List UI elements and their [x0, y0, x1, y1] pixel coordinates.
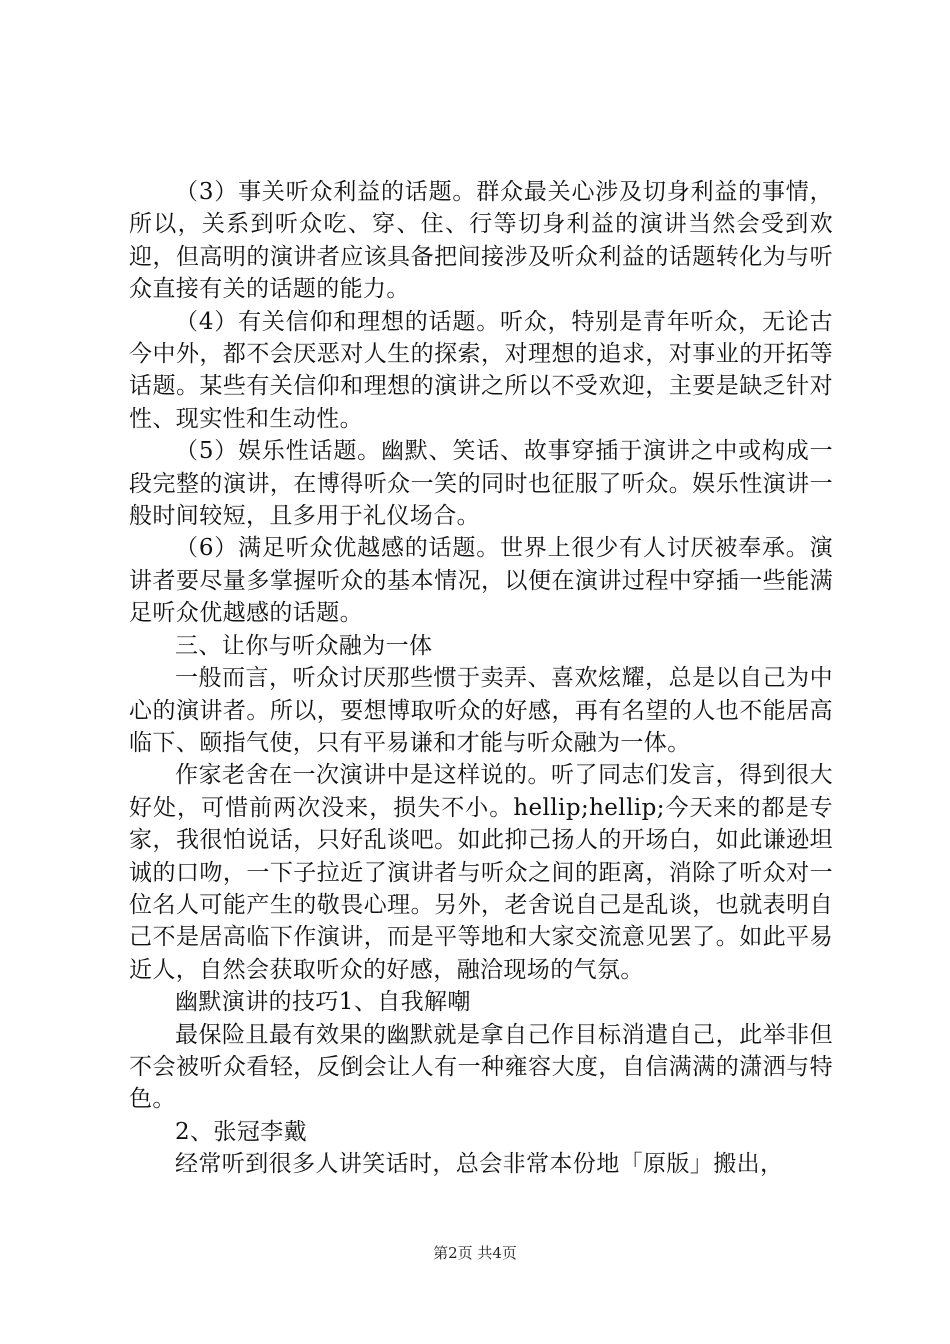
paragraph-laoshe-example: 作家老舍在一次演讲中是这样说的。听了同志们发言，得到很大好处，可惜前两次没来，损失不小。hellip;hellip;今天来的都是专家，我很怕说话，只好乱谈吧。如此抑己扬人的开场白，如此谦逊坦诚的口吻，一下子拉近了演讲者与听众之间的距离，消除了听众对一位名人可能产生的敬畏心理。另外，老舍说自己是乱谈，也就表明自己不是居高临下作演讲，而是平等地和大家交流意见罢了。如此平易近人，自然会获取听众的好感，融洽现场的气氛。: [129, 762, 833, 983]
humor-subheading-2: 2、张冠李戴: [175, 1118, 308, 1145]
page-number-footer: 第2页 共4页: [433, 1244, 517, 1262]
paragraph-topic-4: （4）有关信仰和理想的话题。听众，特别是青年听众，无论古今中外，都不会厌恶对人生的探索，对理想的追求，对事业的开拓等话题。某些有关信仰和理想的演讲之所以不受欢迎，主要是缺乏针对性、现实性和生动性。: [129, 308, 833, 432]
paragraph-topic-3: （3）事关听众利益的话题。群众最关心涉及切身利益的事情，所以，关系到听众吃、穿、住、行等切身利益的演讲当然会受到欢迎，但高明的演讲者应该具备把间接涉及听众利益的话题转化为与听众直接有关的话题的能力。: [129, 179, 833, 303]
paragraph-topic-6: （6）满足听众优越感的话题。世界上很少有人讨厌被奉承。演讲者要尽量多掌握听众的基本情况，以便在演讲过程中穿插一些能满足听众优越感的话题。: [129, 535, 833, 627]
section-heading-3: 三、让你与听众融为一体: [175, 632, 433, 659]
document-body: [129, 176, 833, 1181]
humor-heading: 幽默演讲的技巧1、自我解嘲: [175, 989, 471, 1016]
paragraph-topic-5: （5）娱乐性话题。幽默、笑话、故事穿插于演讲之中或构成一段完整的演讲，在博得听众一笑的同时也征服了听众。娱乐性演讲一般时间较短，且多用于礼仪场合。: [129, 438, 833, 530]
paragraph-self-mockery: 最保险且最有效果的幽默就是拿自己作目标消遣自己，此举非但不会被听众看轻，反倒会让人有一种雍容大度，自信满满的潇洒与特色。: [129, 1021, 833, 1113]
paragraph-misattribution: 经常听到很多人讲笑话时，总会非常本份地「原版」搬出，: [175, 1151, 784, 1178]
paragraph-integration: 一般而言，听众讨厌那些惯于卖弄、喜欢炫耀，总是以自己为中心的演讲者。所以，要想博取听众的好感，再有名望的人也不能居高临下、颐指气使，只有平易谦和才能与听众融为一体。: [129, 665, 833, 756]
